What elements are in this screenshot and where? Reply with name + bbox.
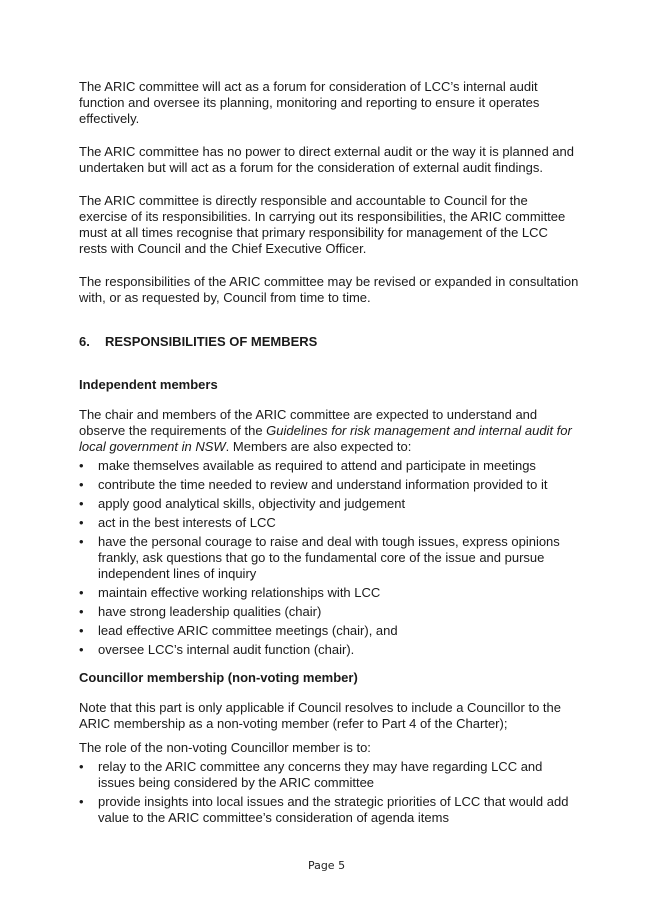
guidelines-title: Guidelines for risk management and internal audit for local government in NSW (79, 423, 572, 454)
intro-text-after: . Members are also expected to: (225, 439, 412, 454)
list-item (79, 534, 579, 582)
bullet-icon: • (79, 604, 84, 619)
independent-members-intro (79, 407, 579, 455)
paragraph-external-audit: The ARIC committee has no power to direct external audit or the way it is planned and undertaken but will act as a forum for the consideration of external audit findings. (79, 144, 574, 175)
list-item-text: have strong leadership qualities (chair) (98, 604, 322, 619)
paragraph-responsibilities-revision: The responsibilities of the ARIC committee may be revised or expanded in consultation with, or as requested by, Council from time to time. (79, 274, 579, 305)
list-item-text: have the personal courage to raise and deal with tough issues, express opinions frankly, ask questions that go to the fundamental core of the issue and pursue independent lines of inquiry (98, 534, 560, 581)
list-item-text: oversee LCC’s internal audit function (chair). (98, 642, 355, 657)
list-item (79, 759, 579, 791)
list-item (79, 585, 579, 601)
list-item-text: make themselves available as required to attend and participate in meetings (98, 458, 536, 473)
list-item-text: lead effective ARIC committee meetings (chair), and (98, 623, 398, 638)
bullet-icon: • (79, 642, 84, 657)
independent-members-heading: Independent members (79, 377, 218, 392)
bullet-icon: • (79, 794, 84, 809)
list-item (79, 477, 579, 493)
list-item (79, 794, 579, 826)
list-item-text: act in the best interests of LCC (98, 515, 276, 530)
intro-text-before: The chair and members of the ARIC committee are expected to understand and observe the requirements of the (79, 407, 538, 438)
bullet-icon: • (79, 477, 84, 492)
bullet-icon: • (79, 496, 84, 511)
list-item (79, 458, 579, 474)
list-item (79, 623, 579, 639)
bullet-icon: • (79, 585, 84, 600)
councillor-role-list (79, 759, 579, 826)
bullet-icon: • (79, 534, 84, 549)
councillor-role-intro: The role of the non-voting Councillor member is to: (79, 740, 371, 755)
independent-members-list (79, 458, 579, 658)
list-item (79, 496, 579, 512)
bullet-icon: • (79, 515, 84, 530)
section-heading (79, 334, 579, 350)
councillor-note: Note that this part is only applicable if Council resolves to include a Councillor to the ARIC membership as a non-voting member (refer to Part 4 of the Charter); (79, 700, 561, 731)
list-item (79, 604, 579, 620)
councillor-membership-heading: Councillor membership (non-voting member) (79, 670, 358, 685)
list-item-text: apply good analytical skills, objectivity and judgement (98, 496, 406, 511)
bullet-icon: • (79, 458, 84, 473)
list-item-text: maintain effective working relationships with LCC (98, 585, 381, 600)
paragraph-internal-audit: The ARIC committee will act as a forum for consideration of LCC’s internal audit function and oversee its planning, monitoring and reporting to ensure it operates effectively. (79, 79, 540, 126)
list-item-text: provide insights into local issues and the strategic priorities of LCC that would add value to the ARIC committee’s consideration of agenda items (98, 794, 569, 825)
section-title: RESPONSIBILITIES OF MEMBERS (105, 334, 318, 349)
list-item-text: contribute the time needed to review and understand information provided to it (98, 477, 548, 492)
section-number: 6. (79, 334, 90, 349)
page-number: Page 5 (307, 859, 346, 872)
list-item (79, 515, 579, 531)
list-item-text: relay to the ARIC committee any concerns they may have regarding LCC and issues being considered by the ARIC committee (98, 759, 543, 790)
list-item (79, 642, 579, 658)
document-body (79, 79, 579, 829)
paragraph-accountability: The ARIC committee is directly responsible and accountable to Council for the exercise of its responsibilities. In carrying out its responsibilities, the ARIC committee must at all times recognise that primary responsibility for management of the LCC rests with Council and the Chief Executive Officer. (79, 193, 566, 256)
bullet-icon: • (79, 759, 84, 774)
bullet-icon: • (79, 623, 84, 638)
